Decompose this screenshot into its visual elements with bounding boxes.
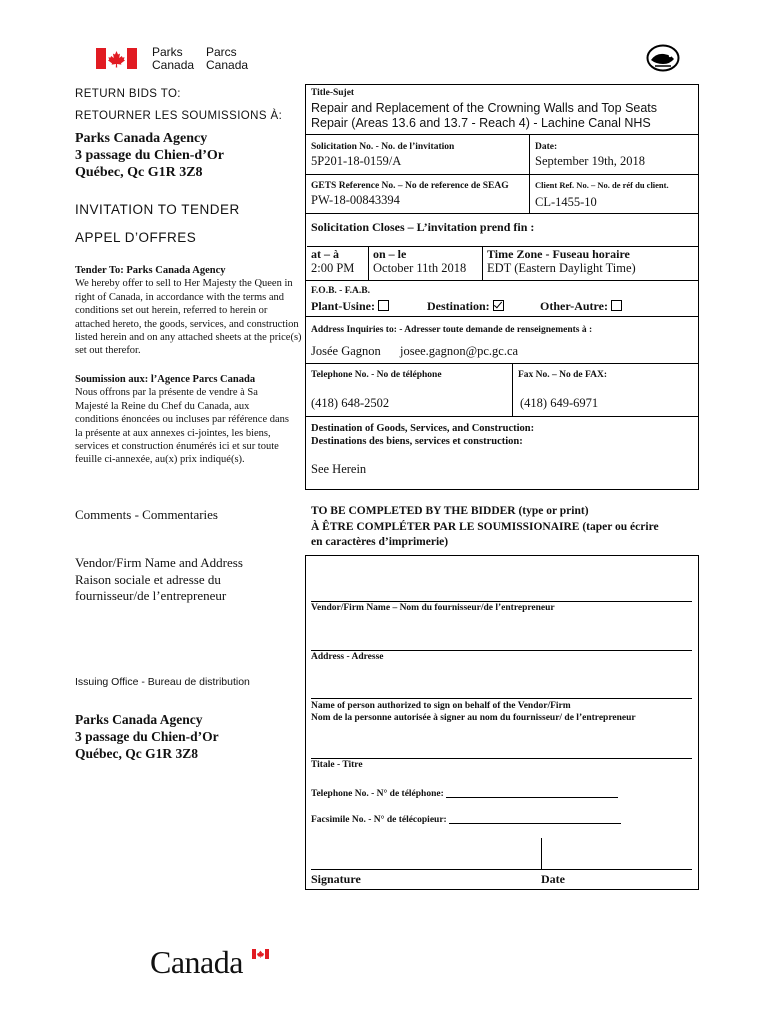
beaver-emblem-icon (646, 44, 680, 72)
solicitation-no-value: 5P201-18-0159/A (311, 154, 402, 168)
destination-option[interactable] (427, 299, 504, 314)
at-label: at – à (311, 247, 339, 261)
issuing-street: 3 passage du Chien-d’Or (75, 729, 219, 744)
signature-date-field[interactable] (541, 869, 692, 870)
authorized-person-field[interactable] (311, 698, 692, 699)
vendor-name-field[interactable] (311, 601, 692, 602)
bidder-fax-label: Facsimile No. - N° de télécopieur: (311, 815, 447, 825)
contact-email[interactable]: josee.gagnon@pc.gc.ca (400, 344, 519, 358)
agency-street: 3 passage du Chien-d’Or (75, 148, 224, 163)
title-label: Title-Sujet (311, 88, 355, 98)
bidder-telephone-label: Telephone No. - N° de téléphone: (311, 789, 444, 799)
telephone-label: Telephone No. - No de téléphone (311, 370, 442, 380)
signature-label: Signature (311, 872, 361, 886)
at-value: 2:00 PM (311, 261, 355, 275)
agency-city: Québec, Qc G1R 3Z8 (75, 165, 203, 180)
canada-wordmark-text: Canada (150, 944, 243, 980)
bidder-telephone-row (311, 787, 618, 799)
soumission-text: Nous offrons par la présente de vendre à Sa Majesté la Reine du Chef du Canada, aux conditions énoncées ou incluses par référence dans la présente at aux annexes ci-jointes, les biens, services et construction énumérés ici et sur toute feuille ci-annexée, au(x) prix indiqué(s). (75, 387, 289, 466)
see-herein: See Herein (311, 462, 367, 476)
plant-usine-label: Plant-Usine: (311, 299, 375, 313)
bidder-fax-row (311, 813, 621, 825)
vendor-line-3: fournisseur/de l’entrepreneur (75, 588, 227, 603)
parks-fr-line1: Parcs (206, 45, 237, 59)
destination-checkbox[interactable] (493, 300, 504, 311)
destination-label: Destination: (427, 299, 490, 313)
vendor-address-label (75, 555, 243, 605)
parks-canada-signature (96, 46, 256, 72)
client-ref-label: Client Ref. No. – No. de réf du client. (535, 180, 669, 190)
authorized-person-label (311, 700, 636, 724)
invitation-fr: APPEL D’OFFRES (75, 230, 197, 245)
address-inquiries-label: Address Inquiries to: - Adresser toute demande de renseignements à : (311, 325, 593, 335)
client-ref-value: CL-1455-10 (535, 195, 597, 209)
destination-goods-label (311, 423, 534, 448)
title-value-line1: Repair and Replacement of the Crowning Walls and Top Seats (311, 101, 658, 115)
issuing-city: Québec, Qc G1R 3Z8 (75, 746, 198, 761)
issuing-office-label: Issuing Office - Bureau de distribution (75, 676, 250, 688)
destination-goods-line2: Destinations des biens, services et construction: (311, 435, 523, 447)
canada-wordmark (150, 944, 272, 980)
return-address (75, 130, 224, 181)
canada-flag-icon (96, 48, 137, 69)
comments-label: Comments - Commentaries (75, 507, 218, 522)
tender-to-label: Tender To: Parks Canada Agency (75, 265, 226, 276)
return-bids-en: RETURN BIDS TO: (75, 88, 181, 100)
parks-en-line1: Parks (152, 45, 183, 59)
issuing-agency: Parks Canada Agency (75, 712, 203, 727)
title-value (311, 101, 657, 131)
wordmark-flag-icon (252, 949, 269, 959)
signature-field[interactable] (311, 869, 541, 870)
soumission-label: Soumission aux: l’Agence Parcs Canada (75, 374, 256, 385)
other-autre-label: Other-Autre: (540, 299, 608, 313)
plant-usine-checkbox[interactable] (378, 300, 389, 311)
return-bids-fr: RETOURNER LES SOUMISSIONS À: (75, 110, 283, 122)
solicitation-no-label: Solicitation No. - No. de l’invitation (311, 142, 455, 152)
vendor-line-2: Raison sociale et adresse du (75, 571, 221, 587)
agency-name: Parks Canada Agency (75, 131, 208, 146)
address-label: Address - Adresse (311, 652, 384, 662)
date-label: Date: (535, 142, 558, 152)
parks-en-line2: Canada (152, 58, 195, 72)
contact-name: Josée Gagnon (311, 344, 381, 358)
tender-to-text: We hereby offer to sell to Her Majesty the Queen in right of Canada, in accordance with the terms and conditions set out herein, referred to herein or attached hereto, the goods, services, and construction listed herein and on any attached sheets at the price(s) set out therefor. (75, 278, 302, 357)
fax-label: Fax No. – No de FAX: (518, 370, 608, 380)
bidder-telephone-field[interactable] (446, 787, 618, 798)
bidder-heading-line1: TO BE COMPLETED BY THE BIDDER (type or print) (311, 505, 589, 517)
vendor-line-1: Vendor/Firm Name and Address (75, 555, 243, 570)
timezone-value: EDT (Eastern Daylight Time) (487, 261, 636, 275)
fax-value: (418) 649-6971 (520, 396, 599, 410)
signature-date-label: Date (541, 872, 565, 886)
title-field[interactable] (311, 758, 692, 759)
issuing-address (75, 711, 219, 762)
fob-label: F.O.B. - F.A.B. (311, 286, 370, 296)
bidder-heading-line2: À ÊTRE COMPLÉTER PAR LE SOUMISSIONAIRE (taper ou écrire (311, 520, 659, 533)
bidder-fax-field[interactable] (449, 813, 621, 824)
parks-fr-line2: Canada (206, 58, 249, 72)
bidder-heading-line3: en caractères d’imprimerie) (311, 536, 449, 548)
gets-ref-value: PW-18-00843394 (311, 193, 400, 207)
authorized-person-label-en: Name of person authorized to sign on behalf of the Vendor/Firm (311, 701, 571, 711)
timezone-label: Time Zone - Fuseau horaire (487, 247, 630, 261)
closes-label: Solicitation Closes – L’invitation prend fin : (311, 220, 535, 234)
gets-ref-label: GETS Reference No. – No de reference de SEAG (311, 181, 509, 191)
bidder-title-label: Titale - Titre (311, 760, 363, 770)
other-autre-option[interactable] (540, 299, 622, 314)
authorized-person-label-fr: Nom de la personne autorisée à signer au nom du fournisseur/ de l’entrepreneur (311, 713, 636, 723)
telephone-value: (418) 648-2502 (311, 396, 390, 410)
vendor-name-label: Vendor/Firm Name – Nom du fournisseur/de l’entrepreneur (311, 603, 555, 613)
destination-goods-line1: Destination of Goods, Services, and Construction: (311, 423, 535, 434)
on-label: on – le (373, 247, 407, 261)
bidder-heading (311, 504, 659, 551)
title-value-line2: Repair (Areas 13.6 and 13.7 - Reach 4) - Lachine Canal NHS (311, 116, 651, 130)
date-value: September 19th, 2018 (535, 154, 646, 168)
other-autre-checkbox[interactable] (611, 300, 622, 311)
tender-to-block (75, 264, 303, 358)
address-field[interactable] (311, 650, 692, 651)
on-value: October 11th 2018 (373, 261, 467, 275)
invitation-en: INVITATION TO TENDER (75, 202, 240, 217)
soumission-block (75, 373, 289, 467)
plant-usine-option[interactable] (311, 299, 389, 314)
